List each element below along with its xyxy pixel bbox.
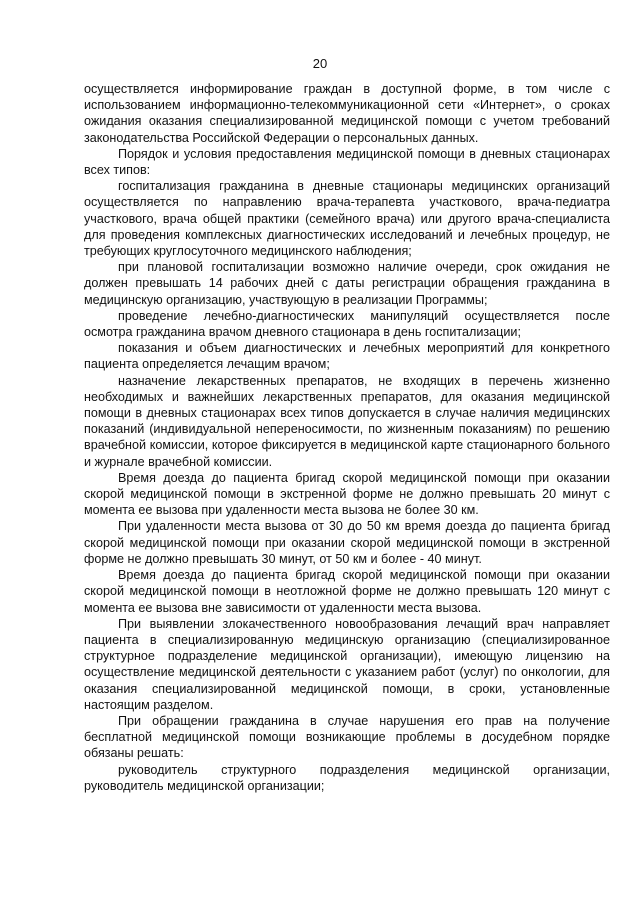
page-number: 20 <box>312 56 328 71</box>
paragraph: проведение лечебно-диагностических манипуляций осуществляется после осмотра гражданина врачом дневного стационара в день госпитализации; <box>84 308 610 340</box>
paragraph: Время доезда до пациента бригад скорой медицинской помощи при оказании скорой медицинской помощи в неотложной форме не должно превышать 120 минут с момента ее вызова вне зависимости от удаленности места вызова. <box>84 568 610 615</box>
paragraph: Время доезда до пациента бригад скорой медицинской помощи при оказании скорой медицинской помощи в экстренной форме не должно превышать 20 минут с момента ее вызова при удаленности места вызова не более 30 км. <box>84 470 610 518</box>
document-body <box>84 81 610 794</box>
paragraph: При удаленности места вызова от 30 до 50 км время доезда до пациента бригад скорой медицинской помощи при оказании скорой медицинской помощи в экстренной форме не должно превышать 30 минут, от 50 км и более - 40 минут. <box>84 519 610 566</box>
paragraph: Порядок и условия предоставления медицинской помощи в дневных стационарах всех типов: <box>84 146 610 178</box>
paragraph: показания и объем диагностических и лечебных мероприятий для конкретного пациента определяется лечащим врачом; <box>84 341 610 372</box>
paragraph: При выявлении злокачественного новообразования лечащий врач направляет пациента в специализированную медицинскую организацию (специализированное структурное подразделение медицинской организации), имеющую лицензию на осуществление медицинской деятельности с указанием работ (услуг) по онкологии, для оказания специализированной медицинской помощи, в сроки, установленные настоящим разделом. <box>84 616 610 712</box>
paragraph: при плановой госпитализации возможно наличие очереди, срок ожидания не должен превышать 14 рабочих дней с даты регистрации обращения гражданина в медицинскую организацию, участвующую в реализации Программы; <box>84 260 610 307</box>
paragraph: назначение лекарственных препаратов, не входящих в перечень жизненно необходимых и важнейших лекарственных препаратов, для оказания медицинской помощи в дневных стационарах всех типов допускается в случае наличия медицинских показаний (индивидуальной непереносимости, по жизненным показаниям) по решению врачебной комиссии, которое фиксируется в медицинской карте стационарного больного и журнале врачебной комиссии. <box>84 373 610 469</box>
paragraph: осуществляется информирование граждан в доступной форме, в том числе с использованием информационно-телекоммуникационной сети «Интернет», о сроках ожидания оказания специализированной медицинской помощи с учетом требований законодательства Российской Федерации о персональных данных. <box>84 82 610 145</box>
paragraph: госпитализация гражданина в дневные стационары медицинских организаций осуществляется по направлению врача-терапевта участкового, врача-педиатра участкового, врача общей практики (семейного врача) или другого врача-специалиста для проведения комплексных диагностических исследований и лечебных процедур, не требующих круглосуточного медицинского наблюдения; <box>84 179 610 259</box>
paragraph: руководитель структурного подразделения медицинской организации, руководитель медицинской организации; <box>84 762 610 793</box>
paragraph: При обращении гражданина в случае нарушения его прав на получение бесплатной медицинской помощи возникающие проблемы в досудебном порядке обязаны решать: <box>84 713 610 761</box>
